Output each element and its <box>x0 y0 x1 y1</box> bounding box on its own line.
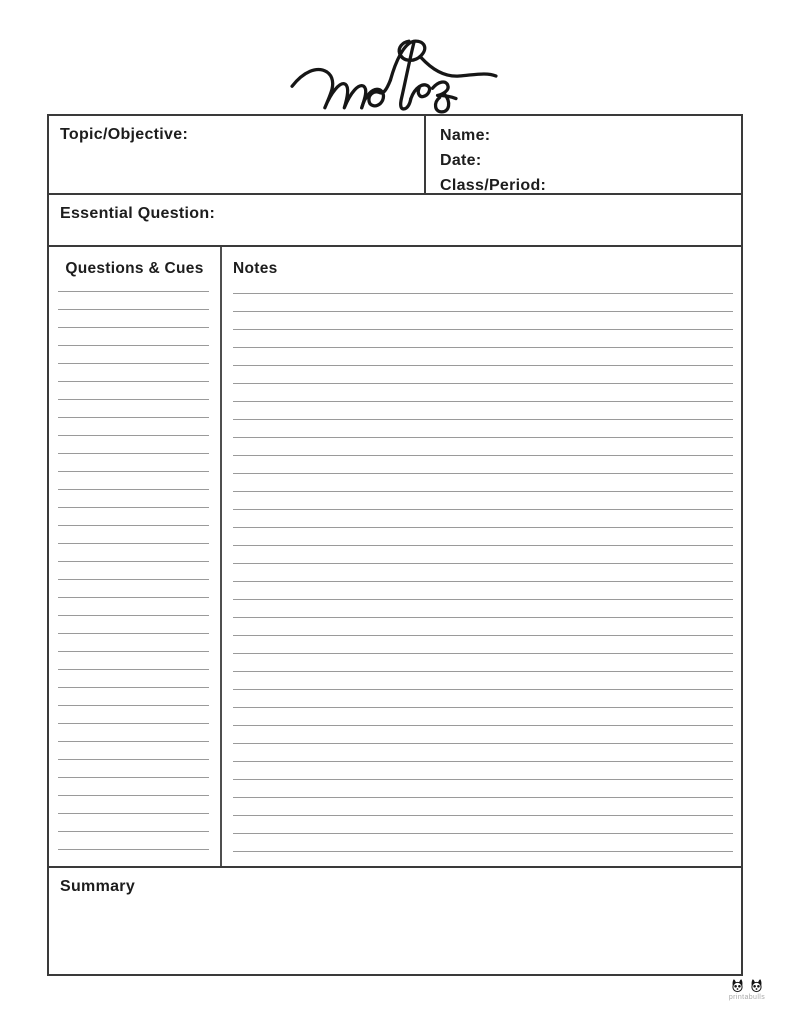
notes-script-icon <box>289 32 499 118</box>
notes-column-header: Notes <box>233 260 278 277</box>
summary-section <box>47 866 743 976</box>
rule-line <box>233 491 733 492</box>
brand-name: printabulls <box>728 994 766 1001</box>
rule-line <box>58 813 209 814</box>
rule-line <box>233 383 733 384</box>
rule-line <box>233 599 733 600</box>
rule-line <box>233 707 733 708</box>
rule-line <box>58 633 209 634</box>
rule-line <box>58 453 209 454</box>
rule-line <box>233 725 733 726</box>
rule-line <box>58 795 209 796</box>
rule-line <box>58 489 209 490</box>
rule-line <box>58 507 209 508</box>
rule-line <box>58 345 209 346</box>
rule-line <box>58 381 209 382</box>
printabulls-logo-icon <box>730 978 764 993</box>
rule-line <box>58 543 209 544</box>
rule-line <box>58 471 209 472</box>
rule-line <box>233 653 733 654</box>
rule-line <box>58 723 209 724</box>
rule-line <box>233 347 733 348</box>
rule-line <box>233 419 733 420</box>
rule-line <box>58 759 209 760</box>
rule-line <box>233 401 733 402</box>
rule-line <box>58 741 209 742</box>
rule-line <box>58 687 209 688</box>
cues-column-header: Questions & Cues <box>65 260 204 277</box>
header-row <box>49 116 741 195</box>
rule-line <box>233 671 733 672</box>
rule-line <box>58 399 209 400</box>
rule-line <box>233 311 733 312</box>
date-label: Date: <box>440 152 482 169</box>
class-period-label: Class/Period: <box>440 177 547 194</box>
rule-line <box>233 329 733 330</box>
rule-line <box>58 327 209 328</box>
cornell-notes-section <box>47 245 743 868</box>
rule-line <box>233 527 733 528</box>
name-label: Name: <box>440 127 491 144</box>
rule-line <box>58 525 209 526</box>
rule-line <box>58 561 209 562</box>
rule-line <box>58 417 209 418</box>
rule-line <box>233 545 733 546</box>
rule-line <box>233 815 733 816</box>
topic-objective-label: Topic/Objective: <box>60 126 189 143</box>
rule-line <box>233 743 733 744</box>
notes-script-title <box>289 32 499 118</box>
rule-line <box>58 309 209 310</box>
rule-line <box>58 831 209 832</box>
rule-line <box>233 293 733 294</box>
summary-label: Summary <box>60 878 136 895</box>
rule-line <box>58 579 209 580</box>
essential-question-label: Essential Question: <box>60 205 216 222</box>
column-divider <box>220 247 222 866</box>
rule-line <box>233 635 733 636</box>
rule-line <box>233 689 733 690</box>
rule-line <box>58 435 209 436</box>
rule-line <box>233 455 733 456</box>
rule-line <box>58 363 209 364</box>
rule-line <box>233 797 733 798</box>
rule-line <box>58 291 209 292</box>
rule-line <box>233 473 733 474</box>
notes-ruled-lines <box>233 293 733 869</box>
rule-line <box>233 365 733 366</box>
rule-line <box>233 779 733 780</box>
rule-line <box>233 761 733 762</box>
student-info-cell <box>424 116 741 193</box>
rule-line <box>233 851 733 852</box>
topic-objective-cell <box>49 116 424 193</box>
rule-line <box>58 777 209 778</box>
rule-line <box>58 597 209 598</box>
rule-line <box>233 581 733 582</box>
rule-line <box>233 617 733 618</box>
rule-line <box>233 437 733 438</box>
rule-line <box>233 509 733 510</box>
rule-line <box>58 615 209 616</box>
header-table <box>47 114 743 247</box>
rule-line <box>58 849 209 850</box>
rule-line <box>58 705 209 706</box>
essential-question-row <box>49 195 741 245</box>
cues-ruled-lines <box>58 291 209 867</box>
rule-line <box>233 833 733 834</box>
brand-footer <box>716 978 778 1002</box>
rule-line <box>58 669 209 670</box>
rule-line <box>58 651 209 652</box>
rule-line <box>233 563 733 564</box>
